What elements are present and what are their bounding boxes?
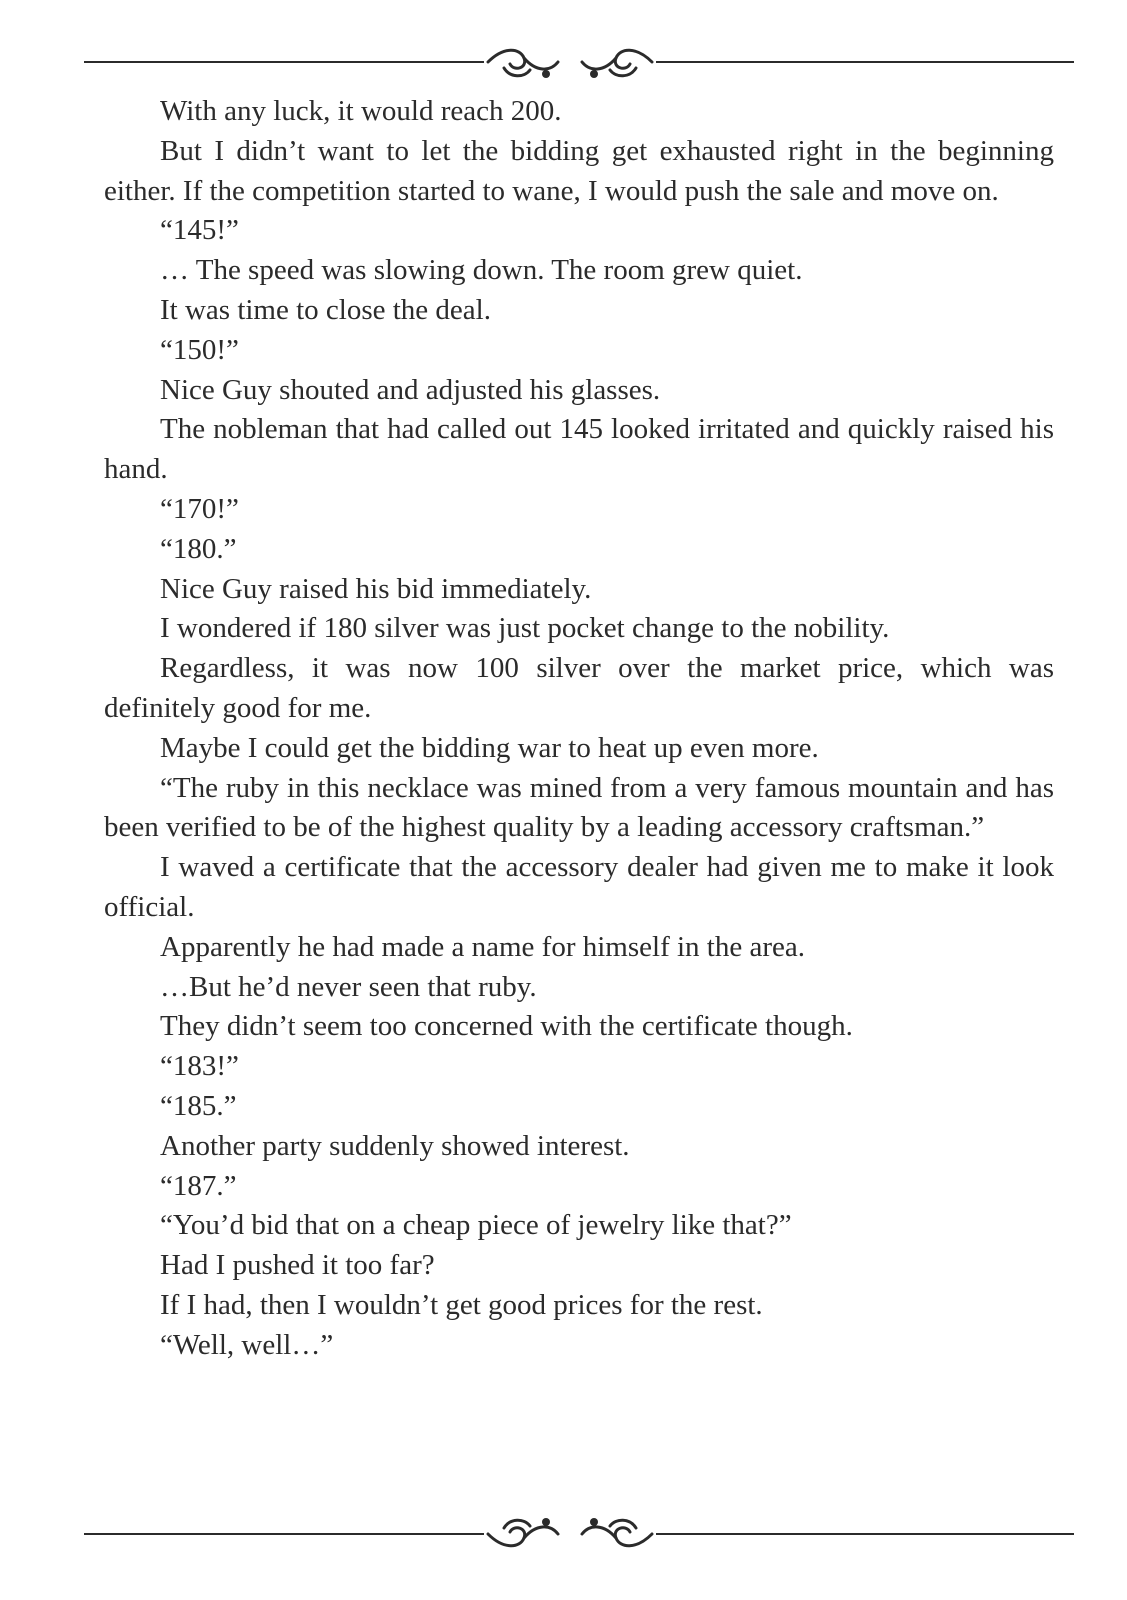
paragraph: “145!” — [160, 214, 239, 247]
scroll-flourish-icon — [84, 38, 1074, 88]
paragraph: Apparently he had made a name for himself in the area. — [160, 930, 805, 963]
paragraph: Maybe I could get the bidding war to heat up even more. — [160, 731, 819, 764]
paragraph: If I had, then I wouldn’t get good prices for the rest. — [160, 1288, 763, 1321]
paragraph: They didn’t seem too concerned with the certificate though. — [160, 1010, 853, 1043]
bottom-ornament-divider — [84, 1512, 1074, 1562]
paragraph: … The speed was slowing down. The room grew quiet. — [160, 254, 803, 287]
paragraph: …But he’d never seen that ruby. — [160, 970, 537, 1003]
paragraph: Another party suddenly showed interest. — [160, 1129, 630, 1162]
paragraph: The nobleman that had called out 145 looked irritated and quickly raised his hand. — [104, 413, 1054, 486]
paragraph: “You’d bid that on a cheap piece of jewelry like that?” — [160, 1209, 792, 1242]
paragraph: “Well, well…” — [160, 1328, 334, 1361]
paragraph: I wondered if 180 silver was just pocket change to the nobility. — [160, 612, 890, 645]
scroll-flourish-icon — [84, 1512, 1074, 1562]
paragraph: Nice Guy raised his bid immediately. — [160, 572, 592, 605]
paragraph: Regardless, it was now 100 silver over the market price, which was definitely good for me. — [104, 652, 1054, 724]
paragraph: “170!” — [160, 492, 239, 525]
paragraph: “180.” — [160, 532, 237, 565]
paragraph: Had I pushed it too far? — [160, 1249, 435, 1282]
top-ornament-divider — [84, 38, 1074, 88]
paragraph: It was time to close the deal. — [160, 293, 491, 326]
paragraph: “187.” — [160, 1169, 237, 1202]
paragraph: Nice Guy shouted and adjusted his glasses. — [160, 373, 661, 406]
paragraph: “185.” — [160, 1089, 237, 1122]
paragraph: “150!” — [160, 333, 239, 366]
chapter-text — [104, 92, 1054, 1366]
paragraph: But I didn’t want to let the bidding get exhausted right in the beginning either. If the competition started to wane, I would push the sale and move on. — [104, 134, 1054, 207]
paragraph: “183!” — [160, 1050, 239, 1083]
paragraph: With any luck, it would reach 200. — [160, 95, 562, 127]
paragraph: I waved a certificate that the accessory dealer had given me to make it look official. — [104, 851, 1054, 923]
paragraph: “The ruby in this necklace was mined from a very famous mountain and has been verified to be of the highest quality by a leading accessory craftsman.” — [104, 771, 1054, 844]
